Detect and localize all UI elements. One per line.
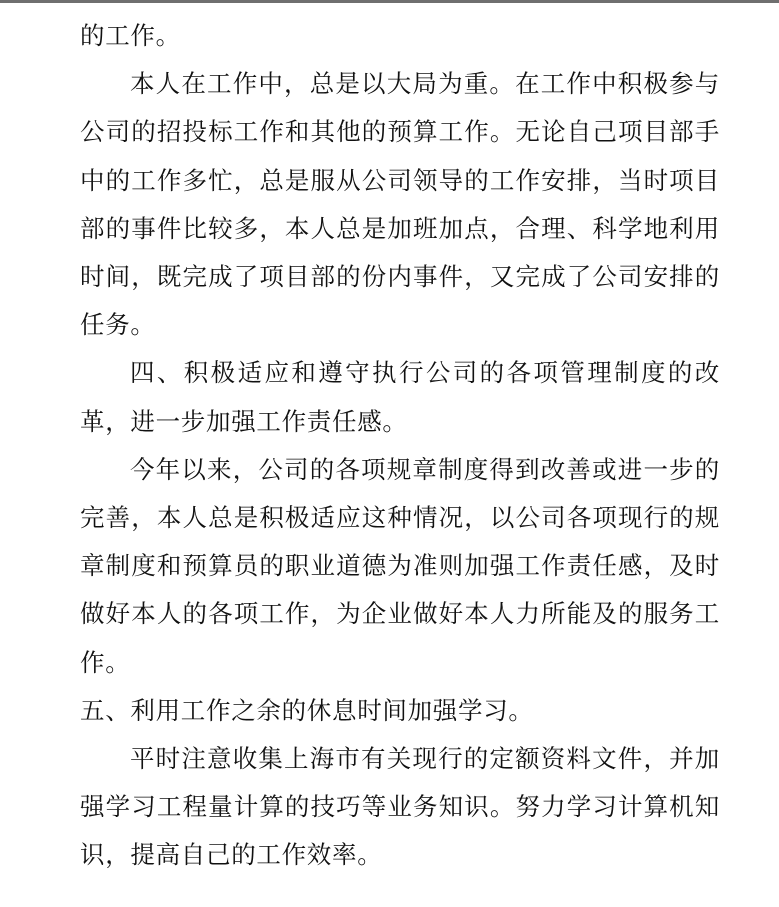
top-border bbox=[0, 0, 779, 3]
heading-section-four: 四、积极适应和遵守执行公司的各项管理制度的改革，进一步加强工作责任感。 bbox=[80, 358, 720, 436]
paragraph-regulations: 今年以来，公司的各项规章制度得到改善或进一步的完善，本人总是积极适应这种情况，以公司各项现行的规章制度和预算员的职业道德为准则加强工作责任感，及时做好本人的各项工作，为企业做好本人力所能及的服务工作。 bbox=[80, 454, 720, 677]
paragraph-teamwork: 本人在工作中，总是以大局为重。在工作中积极参与公司的招投标工作和其他的预算工作。无论自己项目部手中的工作多忙，总是服从公司领导的工作安排，当时项目部的事件比较多，本人总是加班加点，合理、科学地利用时间，既完成了项目部的份内事件，又完成了公司安排的任务。 bbox=[80, 69, 720, 340]
heading-section-five: 五、利用工作之余的休息时间加强学习。 bbox=[80, 695, 534, 725]
paragraph-study: 平时注意收集上海市有关现行的定额资料文件，并加强学习工程量计算的技巧等业务知识。努力学习计算机知识，提高自己的工作效率。 bbox=[80, 744, 720, 870]
paragraph-continuation: 的工作。 bbox=[80, 21, 181, 50]
document-body bbox=[80, 12, 720, 880]
